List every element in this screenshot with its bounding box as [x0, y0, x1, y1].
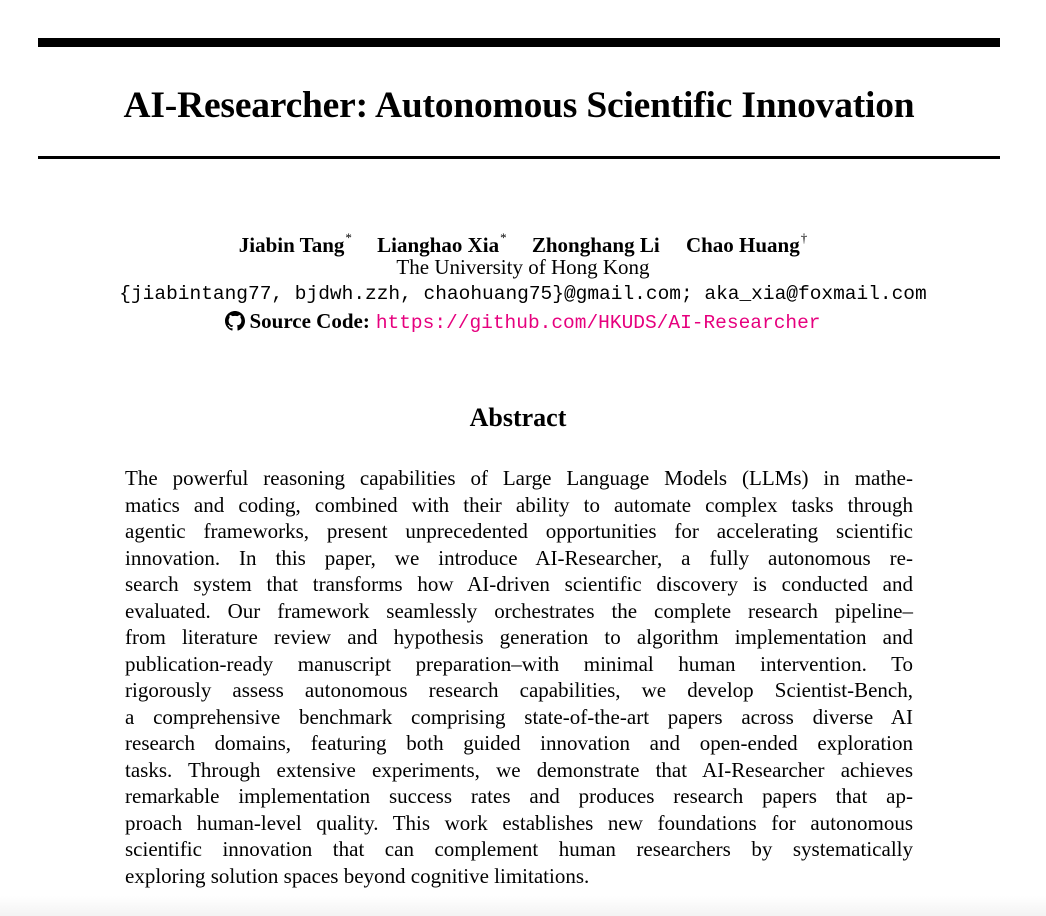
author-name: Jiabin Tang	[238, 233, 345, 257]
abstract-heading: Abstract	[469, 403, 567, 432]
abstract-line: research domains, featuring both guided innovation and open-ended exploration	[125, 731, 913, 755]
abstract-line: evaluated. Our framework seamlessly orchestrates the complete research pipeline–	[125, 598, 913, 623]
author-mark: *	[500, 230, 507, 245]
abstract-line: proach human-level quality. This work establishes new foundations for autonomous	[125, 810, 913, 835]
abstract-line: The powerful reasoning capabilities of Large Language Models (LLMs) in mathe-	[125, 466, 913, 490]
page-bottom-edge	[0, 896, 1046, 916]
abstract-line: agentic frameworks, present unprecedented opportunities for accelerating scientific	[125, 519, 913, 543]
abstract-line: innovation. In this paper, we introduce AI-Researcher, a fully autonomous re-	[125, 545, 913, 570]
abstract-line: exploring solution spaces beyond cognitive limitations.	[125, 863, 590, 888]
author-emails: {jiabintang77, bjdwh.zzh, chaohuang75}@gmail.com; aka_xia@foxmail.com	[119, 283, 927, 305]
abstract-line: scientific innovation that can complement human researchers by systematically	[125, 837, 913, 861]
paper-title: AI-Researcher: Autonomous Scientific Innovation	[123, 85, 915, 126]
abstract-body	[125, 465, 913, 889]
abstract-line: tasks. Through extensive experiments, we demonstrate that AI-Researcher achieves	[125, 757, 913, 782]
author-name: Lianghao Xia	[377, 233, 500, 257]
abstract-line: matics and coding, combined with their ability to automate complex tasks through	[125, 492, 913, 517]
abstract-line: remarkable implementation success rates and produces research papers that ap-	[125, 784, 913, 808]
github-icon	[225, 311, 245, 331]
abstract-line: from literature review and hypothesis generation to algorithm implementation and	[125, 625, 913, 649]
title-top-rule	[38, 38, 1000, 47]
title-bottom-rule	[38, 156, 1000, 159]
author-name: Zhonghang Li	[531, 233, 660, 257]
author-mark: †	[800, 230, 808, 245]
author-name: Chao Huang	[685, 233, 800, 257]
abstract-line: a comprehensive benchmark comprising state-of-the-art papers across diverse AI	[125, 704, 913, 729]
source-code-line	[0, 307, 1046, 337]
abstract-line: publication-ready manuscript preparation–with minimal human intervention. To	[125, 651, 913, 676]
source-code-label: Source Code:	[249, 309, 370, 333]
affiliation: The University of Hong Kong	[396, 255, 650, 279]
abstract-line: search system that transforms how AI-driven scientific discovery is conducted and	[125, 572, 913, 596]
abstract-line: rigorously assess autonomous research capabilities, we develop Scientist-Bench,	[125, 678, 913, 702]
author-mark: *	[345, 230, 352, 245]
source-code-link[interactable]: https://github.com/HKUDS/AI-Researcher	[375, 312, 821, 334]
